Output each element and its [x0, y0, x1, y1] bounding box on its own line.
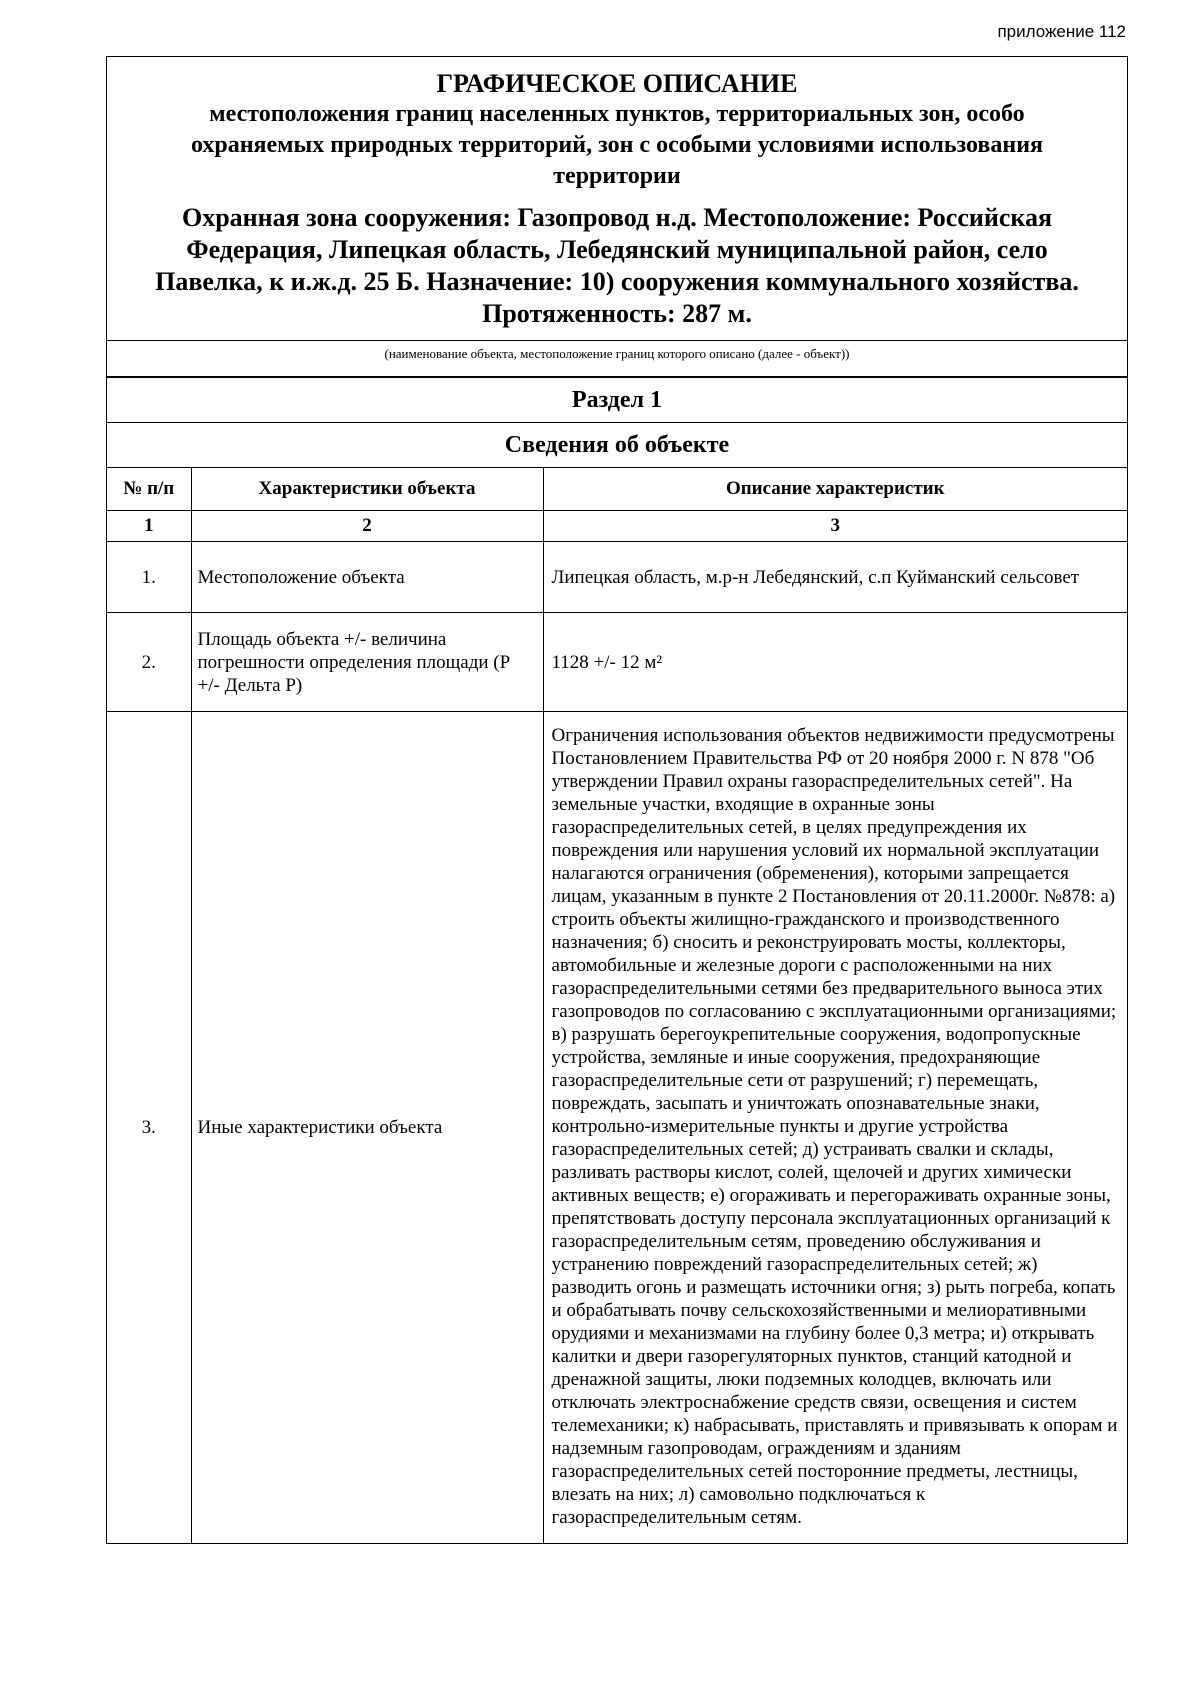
row-characteristic: Площадь объекта +/- величина погрешности определения площади (Р +/- Дельта Р)	[191, 613, 543, 712]
table-row	[107, 542, 1127, 613]
object-name: Охранная зона сооружения: Газопровод н.д. Местоположение: Российская Федерация, Липецкая область, Лебедянский муниципальной район, село Павелка, к и.ж.д. 25 Б. Назначение: 10) сооружения коммунального хозяйства. Протяженность: 287 м.	[155, 203, 1079, 328]
column-number-2: 2	[191, 511, 543, 542]
object-caption: (наименование объекта, местоположение границ которого описано (далее - объект))	[107, 341, 1127, 377]
row-description: 1128 +/- 12 м²	[543, 613, 1127, 712]
section-subtitle: Сведения об объекте	[107, 423, 1127, 468]
object-info-table	[107, 377, 1127, 1543]
header-characteristic: Характеристики объекта	[191, 468, 543, 511]
document-header	[107, 57, 1127, 341]
column-number-1: 1	[107, 511, 191, 542]
row-characteristic: Местоположение объекта	[191, 542, 543, 613]
table-row	[107, 712, 1127, 1544]
document-frame	[106, 56, 1128, 1544]
header-description: Описание характеристик	[543, 468, 1127, 511]
appendix-label: приложение 112	[997, 22, 1126, 41]
document-subtitle: местоположения границ населенных пунктов, территориальных зон, особо охраняемых природных территорий, зон с особыми условиями использования территории	[190, 101, 1044, 189]
document-title: ГРАФИЧЕСКОЕ ОПИСАНИЕ	[436, 69, 798, 98]
column-number-3: 3	[543, 511, 1127, 542]
row-number: 3.	[107, 712, 191, 1544]
table-row	[107, 613, 1127, 712]
header-number: № п/п	[107, 468, 191, 511]
row-description: Ограничения использования объектов недвижимости предусмотрены Постановлением Правительства РФ от 20 ноября 2000 г. N 878 "Об утверждении Правил охраны газораспределительных сетей". На земельные участки, входящие в охранные зоны газораспределительных сетей, в целях предупреждения их повреждения или нарушения условий их нормальной эксплуатации налагаются ограничения (обременения), которыми запрещается лицам, указанным в пункте 2 Постановления от 20.11.2000г. №878: а) строить объекты жилищно-гражданского и производственного назначения; б) сносить и реконструировать мосты, коллекторы, автомобильные и железные дороги с расположенными на них газораспределительными сетями без предварительного выноса этих газопроводов по согласованию с эксплуатационными организациями; в) разрушать берегоукрепительные сооружения, водопропускные устройства, земляные и иные сооружения, предохраняющие газораспределительные сети от разрушений; г) перемещать, повреждать, засыпать и уничтожать опознавательные знаки, контрольно-измерительные пункты и другие устройства газораспределительных сетей; д) устраивать свалки и склады, разливать растворы кислот, солей, щелочей и других химически активных веществ; е) огораживать и перегораживать охранные зоны, препятствовать доступу персонала эксплуатационных организаций к газораспределительным сетям, проведению обслуживания и устранению повреждений газораспределительных сетей; ж) разводить огонь и размещать источники огня; з) рыть погреба, копать и обрабатывать почву сельскохозяйственными и мелиоративными орудиями и механизмами на глубину более 0,3 метра; и) открывать калитки и двери газорегуляторных пунктов, станций катодной и дренажной защиты, люки подземных колодцев, включать или отключать электроснабжение средств связи, освещения и систем телемеханики; к) набрасывать, приставлять и привязывать к опорам и надземным газопроводам, ограждениям и зданиям газораспределительных сетей посторонние предметы, лестницы, влезать на них; л) самовольно подключаться к газораспределительным сетям.	[543, 712, 1127, 1544]
section-title: Раздел 1	[107, 378, 1127, 423]
row-number: 1.	[107, 542, 191, 613]
row-description: Липецкая область, м.р-н Лебедянский, с.п Куйманский сельсовет	[543, 542, 1127, 613]
row-number: 2.	[107, 613, 191, 712]
row-characteristic: Иные характеристики объекта	[191, 712, 543, 1544]
